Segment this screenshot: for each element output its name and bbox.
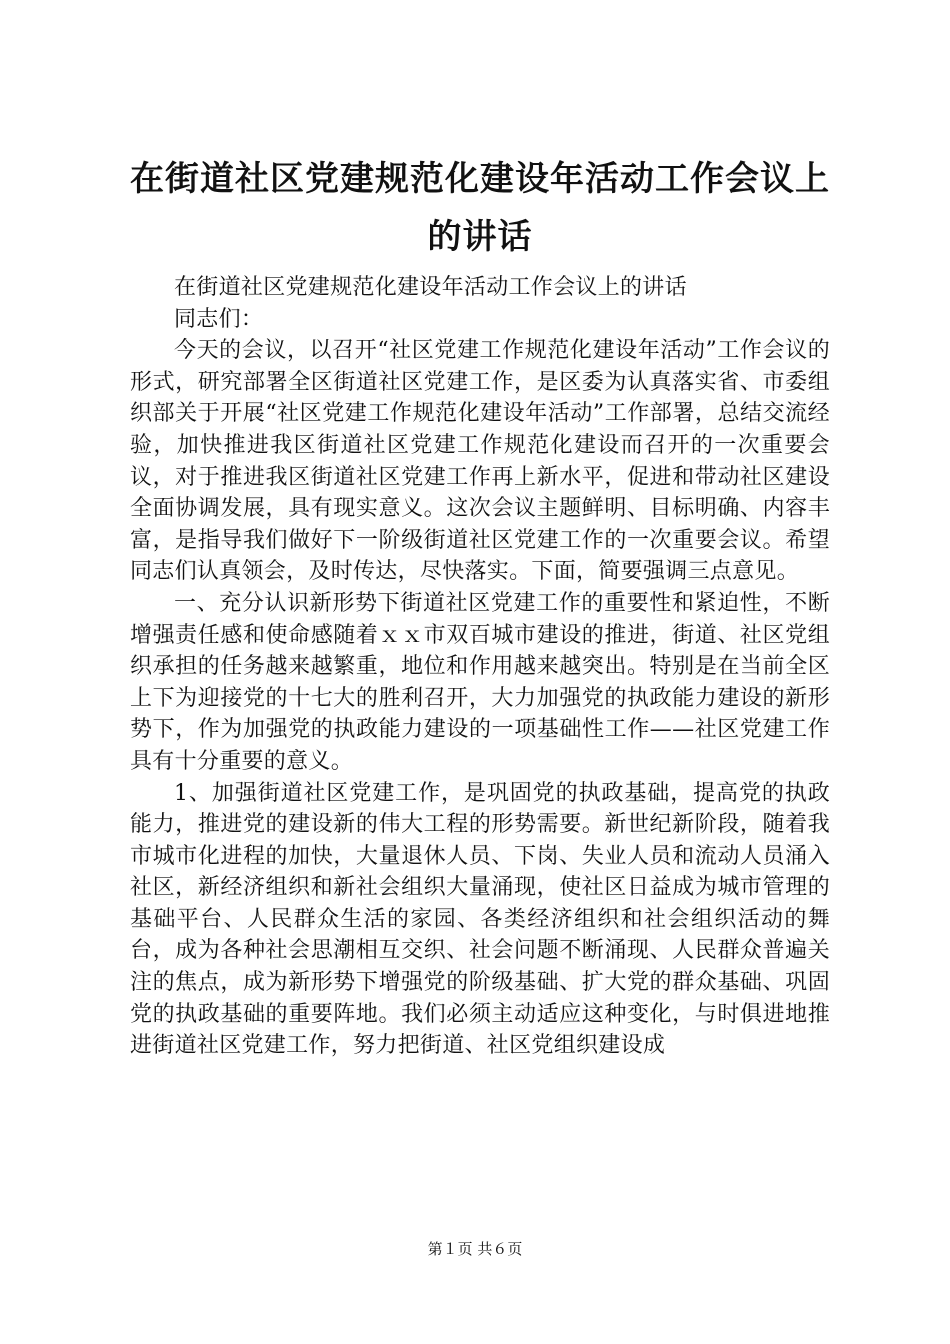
paragraph-point-one: 1、加强街道社区党建工作，是巩固党的执政基础，提高党的执政能力，推进党的建设新的伟大工程的形势需要。新世纪新阶段，随着我市城市化进程的加快，大量退休人员、下岗、失业人员和流动人员涌入社区，新经济组织和新社会组织大量涌现，使社区日益成为城市管理的基础平台、人民群众生活的家园、各类经济组织和社会组织活动的舞台，成为各种社会思潮相互交织、社会问题不断涌现、人民群众普遍关注的焦点，成为新形势下增强党的阶级基础、扩大党的群众基础、巩固党的执政基础的重要阵地。我们必须主动适应这种变化，与时俱进地推进街道社区党建工作，努力把街道、社区党组织建设成 bbox=[130, 780, 830, 1059]
paragraph-salutation: 同志们： bbox=[174, 306, 264, 332]
paragraph-intro: 今天的会议，以召开“社区党建工作规范化建设年活动”工作会议的形式，研究部署全区街道社区党建工作，是区委为认真落实省、市委组织部关于开展“社区党建工作规范化建设年活动”工作部署，总结交流经验，加快推进我区街道社区党建工作规范化建设而召开的一次重要会议，对于推进我区街道社区党建工作再上新水平，促进和带动社区建设全面协调发展，具有现实意义。这次会议主题鲜明、目标明确、内容丰富，是指导我们做好下一阶级街道社区党建工作的一次重要会议。希望同志们认真领会，及时传达，尽快落实。下面，简要强调三点意见。 bbox=[130, 338, 830, 585]
document-title: 在街道社区党建规范化建设年活动工作会议上的讲话 bbox=[130, 159, 830, 257]
page-number-footer: 第１页 共６页 bbox=[427, 1240, 523, 1258]
paragraph-subtitle: 在街道社区党建规范化建设年活动工作会议上的讲话 bbox=[174, 275, 687, 300]
paragraph-section-one: 一、充分认识新形势下街道社区党建工作的重要性和紧迫性，不断增强责任感和使命感随着ｘｘ市双百城市建设的推进，街道、社区党组织承担的任务越来越繁重，地位和作用越来越突出。特别是在当前全区上下为迎接党的十七大的胜利召开，大力加强党的执政能力建设的新形势下，作为加强党的执政能力建设的一项基础性工作——社区党建工作具有十分重要的意义。 bbox=[130, 590, 830, 774]
document-page bbox=[130, 150, 830, 1062]
